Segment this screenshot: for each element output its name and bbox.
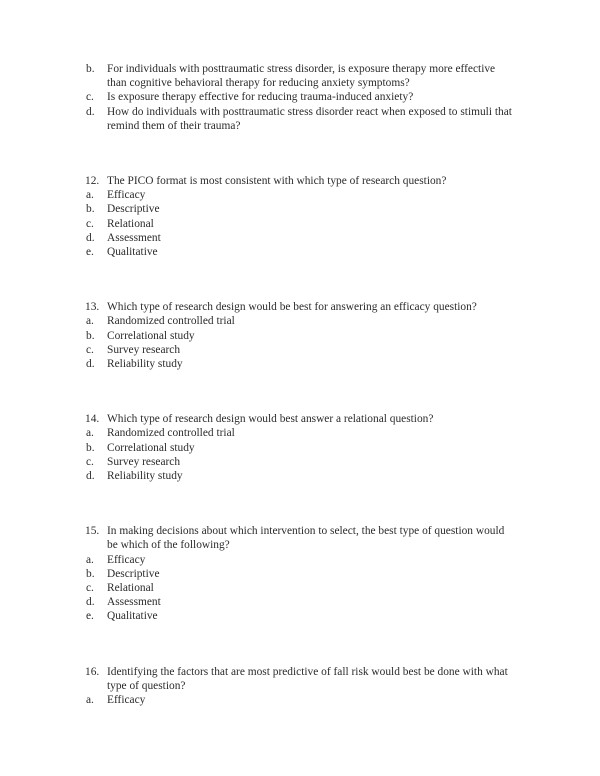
question-block: [85, 665, 515, 708]
option-marker: e.: [86, 610, 94, 623]
option-marker: d.: [86, 105, 95, 118]
option-item[interactable]: [85, 329, 515, 343]
option-marker: c.: [86, 455, 94, 468]
question-number: 16.: [85, 665, 100, 678]
option-marker: c.: [86, 91, 94, 104]
option-item[interactable]: [85, 231, 515, 245]
option-marker: d.: [86, 231, 95, 244]
option-marker: b.: [86, 567, 95, 580]
question-number: 14.: [85, 413, 100, 426]
option-marker: b.: [86, 329, 95, 342]
option-item[interactable]: [85, 105, 515, 133]
option-text: Qualitative: [107, 610, 158, 623]
question-text: Identifying the factors that are most predictive of fall risk would best be done with what type of question?: [107, 665, 508, 692]
option-item[interactable]: [85, 90, 515, 104]
option-item[interactable]: [85, 469, 515, 483]
question-number: 13.: [85, 301, 100, 314]
option-text: Randomized controlled trial: [107, 427, 235, 440]
option-item[interactable]: [85, 314, 515, 328]
option-text: Survey research: [107, 343, 181, 356]
question-list: [85, 62, 515, 707]
option-list: [85, 188, 515, 259]
option-text: Efficacy: [107, 694, 146, 707]
option-text: Survey research: [107, 455, 181, 468]
option-item[interactable]: [85, 202, 515, 216]
option-marker: c.: [86, 217, 94, 230]
question-stem: [85, 174, 515, 188]
question-block: [85, 412, 515, 483]
option-text: Reliability study: [107, 470, 183, 483]
option-text: Efficacy: [107, 189, 146, 202]
question-block: [85, 174, 515, 259]
option-text: Correlational study: [107, 329, 195, 342]
option-marker: a.: [86, 315, 94, 328]
option-text: Correlational study: [107, 441, 195, 454]
option-text: Descriptive: [107, 203, 160, 216]
question-block: [85, 300, 515, 371]
option-item[interactable]: [85, 595, 515, 609]
question-number: 15.: [85, 525, 100, 538]
question-block: [85, 524, 515, 623]
question-block: [85, 62, 515, 133]
question-stem: [85, 300, 515, 314]
question-text: Which type of research design would be best for answering an efficacy question?: [107, 301, 477, 314]
option-marker: b.: [86, 441, 95, 454]
option-marker: b.: [86, 203, 95, 216]
option-text: Reliability study: [107, 358, 183, 371]
option-text: Assessment: [107, 231, 161, 244]
option-marker: d.: [86, 470, 95, 483]
option-item[interactable]: [85, 553, 515, 567]
option-item[interactable]: [85, 357, 515, 371]
option-item[interactable]: [85, 567, 515, 581]
option-marker: e.: [86, 246, 94, 259]
option-list: [85, 426, 515, 483]
option-marker: d.: [86, 358, 95, 371]
option-marker: a.: [86, 427, 94, 440]
option-item[interactable]: [85, 245, 515, 259]
option-item[interactable]: [85, 217, 515, 231]
question-number: 12.: [85, 175, 100, 188]
option-marker: a.: [86, 189, 94, 202]
option-text: How do individuals with posttraumatic stress disorder react when exposed to stimuli that remind them of their trauma?: [107, 105, 512, 132]
option-text: Randomized controlled trial: [107, 315, 235, 328]
option-item[interactable]: [85, 188, 515, 202]
option-text: Relational: [107, 217, 154, 230]
question-stem: [85, 412, 515, 426]
option-item[interactable]: [85, 455, 515, 469]
option-marker: a.: [86, 553, 94, 566]
question-stem: [85, 524, 515, 552]
option-text: Assessment: [107, 596, 161, 609]
option-item[interactable]: [85, 62, 515, 90]
question-stem: [85, 665, 515, 693]
option-item[interactable]: [85, 609, 515, 623]
question-text: The PICO format is most consistent with which type of research question?: [107, 175, 447, 188]
option-text: Efficacy: [107, 553, 146, 566]
option-text: Relational: [107, 582, 154, 595]
option-item[interactable]: [85, 693, 515, 707]
option-marker: a.: [86, 694, 94, 707]
option-text: Descriptive: [107, 567, 160, 580]
question-text: In making decisions about which intervention to select, the best type of question would be which of the following?: [107, 525, 505, 552]
option-marker: b.: [86, 63, 95, 75]
option-marker: d.: [86, 596, 95, 609]
option-marker: c.: [86, 343, 94, 356]
option-text: For individuals with posttraumatic stress disorder, is exposure therapy more effective than cognitive behavioral therapy for reducing anxiety symptoms?: [107, 63, 496, 90]
option-text: Qualitative: [107, 246, 158, 259]
question-text: Which type of research design would best answer a relational question?: [107, 413, 434, 426]
option-marker: c.: [86, 582, 94, 595]
option-item[interactable]: [85, 343, 515, 357]
option-list: [85, 314, 515, 371]
option-text: Is exposure therapy effective for reducing trauma-induced anxiety?: [107, 91, 414, 104]
option-item[interactable]: [85, 426, 515, 440]
option-list: [85, 553, 515, 624]
option-item[interactable]: [85, 581, 515, 595]
option-list: [85, 62, 515, 133]
option-list: [85, 693, 515, 707]
option-item[interactable]: [85, 441, 515, 455]
